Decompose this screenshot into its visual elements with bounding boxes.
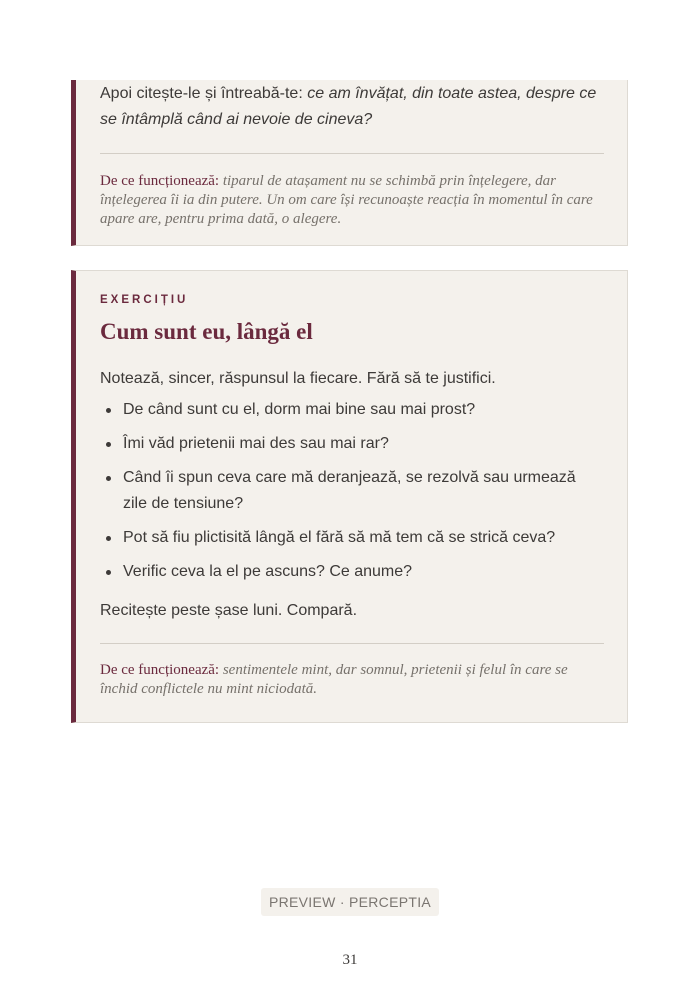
reflection-prompt — [100, 81, 604, 133]
prompt-question: ce am învățat, din toate astea, despre ce se întâmplă când ai nevoie de cineva? — [100, 85, 597, 128]
why-text: tiparul de atașament nu se schimbă prin înțelegere, dar înțelegerea îi ia din putere. Un om care își recunoaște reacția în momentul în care apare are, pentru prima dată, o alegere. — [100, 173, 593, 227]
list-item: Verific ceva la el pe ascuns? Ce anume? — [100, 559, 604, 585]
preview-tag: PREVIEW · PERCEPTIA — [261, 888, 439, 916]
why-label: De ce funcționează: — [100, 662, 220, 678]
exercise-intro: Notează, sincer, răspunsul la fiecare. Fără să te justifici. — [100, 370, 496, 387]
exercise-eyebrow: EXERCIȚIU — [100, 294, 189, 306]
list-item: Când îi spun ceva care mă deranjează, se rezolvă sau urmează zile de tensiune? — [100, 465, 604, 517]
prompt-text: Apoi citește-le și întreabă-te: — [100, 85, 308, 102]
list-item: Îmi văd prietenii mai des sau mai rar? — [100, 431, 604, 457]
reflection-box — [71, 80, 628, 246]
why-it-works — [100, 172, 604, 229]
exercise-title: Cum sunt eu, lângă el — [100, 319, 313, 344]
why-label: De ce funcționează: — [100, 173, 220, 189]
list-item: Pot să fiu plictisită lângă el fără să mă tem că se strică ceva? — [100, 525, 604, 551]
exercise-box — [71, 270, 628, 723]
why-it-works — [100, 661, 604, 699]
divider — [100, 643, 604, 644]
page-number: 31 — [342, 952, 358, 968]
why-text: sentimentele mint, dar somnul, prietenii și felul în care se închid conflictele nu mint niciodată. — [100, 662, 568, 697]
exercise-outro: Recitește peste șase luni. Compară. — [100, 602, 358, 619]
list-item: De când sunt cu el, dorm mai bine sau mai prost? — [100, 397, 604, 423]
question-list — [100, 397, 604, 585]
divider — [100, 153, 604, 154]
